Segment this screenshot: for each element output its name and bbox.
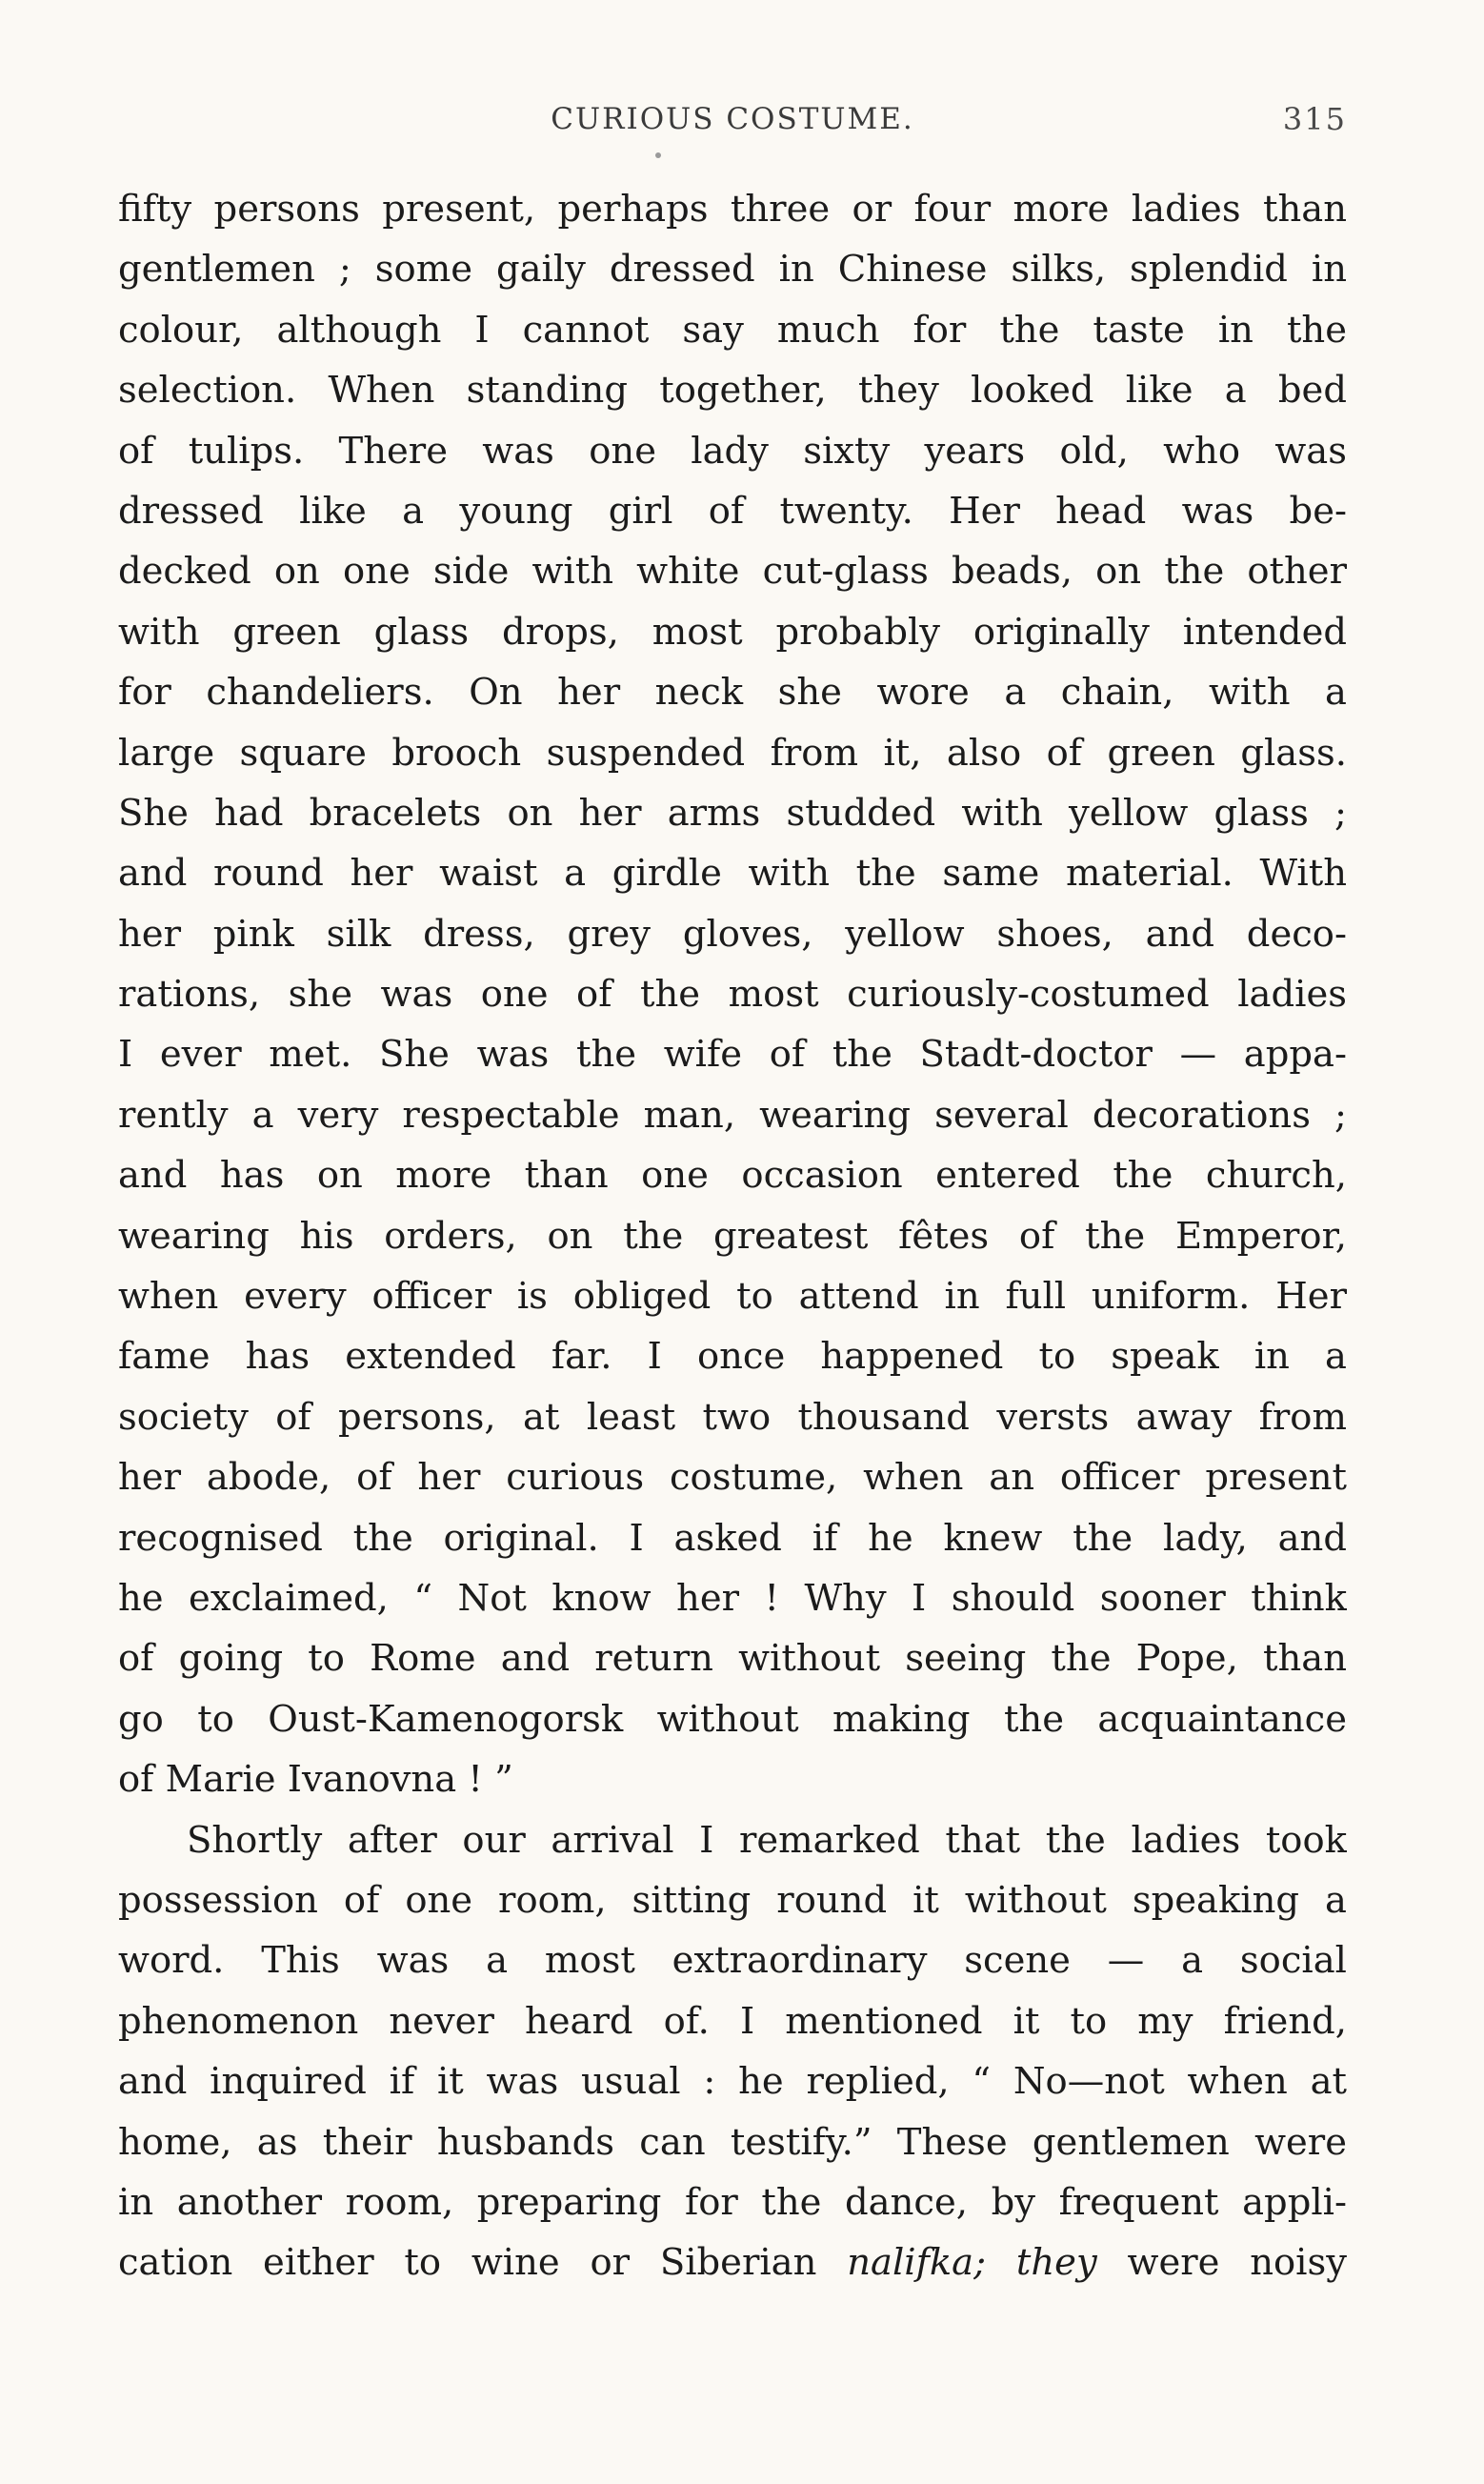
final-line-start: cation either to wine or Siberian (118, 2241, 848, 2285)
text-line: rations, she was one of the most curiously-costumed ladies (118, 973, 1347, 1017)
text-line: gentlemen ; some gaily dressed in Chinese silks, splendid in (118, 248, 1347, 292)
text-line: decked on one side with white cut-glass beads, on the other (118, 550, 1347, 594)
text-line: when every officer is obliged to attend in full uniform. Her (118, 1275, 1347, 1319)
text-line: phenomenon never heard of. I mentioned it to my friend, (118, 1999, 1347, 2043)
text-line: word. This was a most extraordinary scene — a social (118, 1939, 1347, 1983)
text-line: dressed like a young girl of twenty. Her head was be- (118, 489, 1347, 533)
text-line: he exclaimed, “ Not know her ! Why I should sooner think (118, 1576, 1347, 1620)
text-line: large square brooch suspended from it, also of green glass. (118, 731, 1347, 775)
final-text-line (118, 2232, 1347, 2292)
print-speck (655, 152, 661, 158)
text-line: fifty persons present, perhaps three or four more ladies than (118, 188, 1347, 231)
text-line: selection. When standing together, they looked like a bed (118, 369, 1347, 413)
text-line: and round her waist a girdle with the same material. With (118, 852, 1347, 896)
text-line: rently a very respectable man, wearing several decorations ; (118, 1093, 1347, 1137)
text-line: wearing his orders, on the greatest fêtes of the Emperor, (118, 1214, 1347, 1258)
text-line: of tulips. There was one lady sixty years old, who was (118, 429, 1347, 473)
paragraph-start-line: Shortly after our arrival I remarked that the ladies took (187, 1818, 1347, 1862)
text-line: society of persons, at least two thousand versts away from (118, 1395, 1347, 1439)
running-head (118, 95, 1347, 143)
text-line: possession of one room, sitting round it without speaking a (118, 1878, 1347, 1922)
text-line: She had bracelets on her arms studded with yellow glass ; (118, 791, 1347, 835)
text-line: her pink silk dress, grey gloves, yellow shoes, and deco- (118, 912, 1347, 956)
text-line: fame has extended far. I once happened to speak in a (118, 1335, 1347, 1379)
text-line: home, as their husbands can testify.” These gentlemen were (118, 2120, 1347, 2164)
paragraph-end-line: of Marie Ivanovna ! ” (118, 1758, 513, 1802)
text-line: recognised the original. I asked if he knew the lady, and (118, 1516, 1347, 1560)
text-line: with green glass drops, most probably originally intended (118, 610, 1347, 654)
page-number: 315 (1282, 101, 1347, 137)
text-line: of going to Rome and return without seeing the Pope, than (118, 1637, 1347, 1681)
word-space (986, 2241, 1016, 2284)
text-line: I ever met. She was the wife of the Stadt-doctor — appa- (118, 1033, 1347, 1077)
final-line-end: were noisy (1096, 2241, 1347, 2285)
italic-word-they: they (1015, 2241, 1097, 2285)
text-line: and has on more than one occasion entered the church, (118, 1154, 1347, 1198)
text-line: her abode, of her curious costume, when an officer present (118, 1456, 1347, 1500)
running-title: CURIOUS COSTUME. (551, 102, 914, 136)
text-line: colour, although I cannot say much for the taste in the (118, 308, 1347, 352)
body-text (118, 179, 1347, 2293)
text-line: go to Oust-Kamenogorsk without making the acquaintance (118, 1697, 1347, 1741)
italic-word-nalifka: nalifka; (847, 2241, 987, 2285)
text-line: for chandeliers. On her neck she wore a chain, with a (118, 671, 1347, 715)
text-line: in another room, preparing for the dance, by frequent appli- (118, 2180, 1347, 2224)
text-line: and inquired if it was usual : he replied, “ No—not when at (118, 2060, 1347, 2104)
